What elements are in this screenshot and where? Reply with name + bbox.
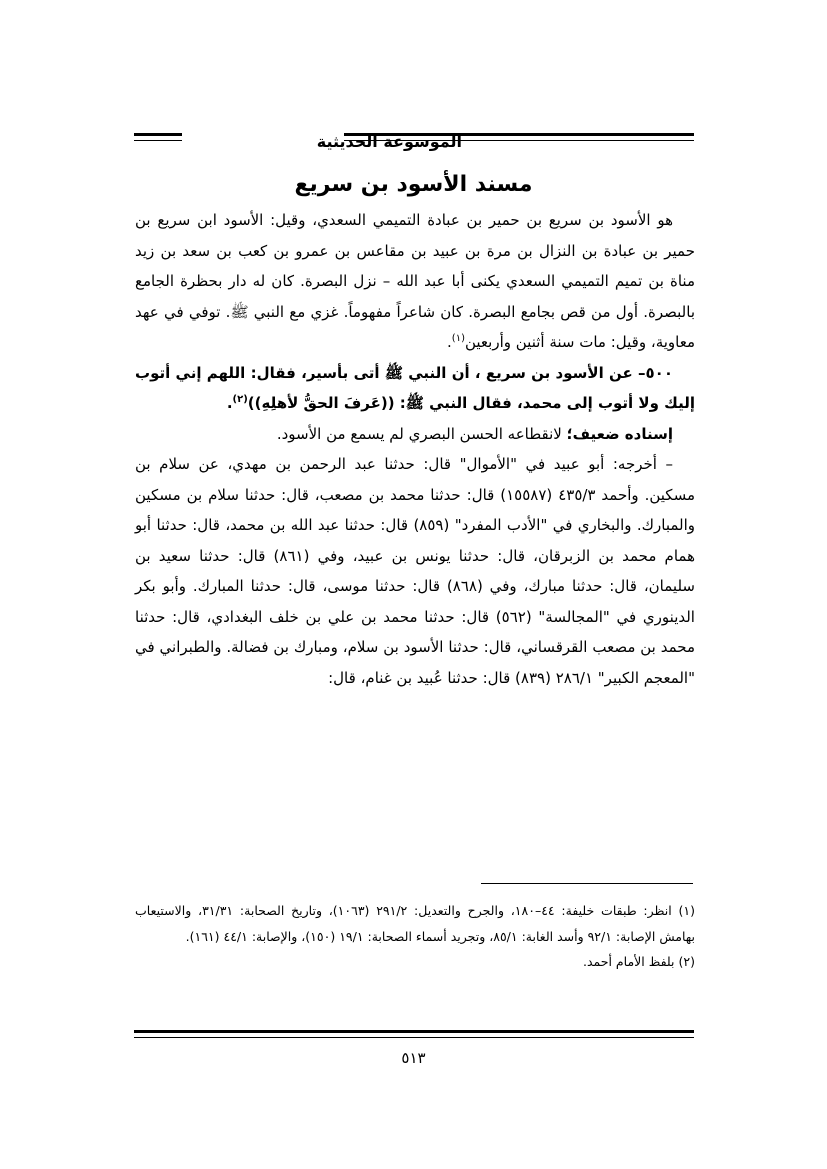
footnote-1: (١) انظر: طبقات خليفة: ٤٤–١٨٠، والجرح والتعديل: ٢٩١/٢ (١٠٦٣)، وتاريخ الصحابة: ٣١/٣١، والاستيعاب بهامش الإصابة: ٩٢/١ وأسد الغابة: ٨٥/١، وتجريد أسماء الصحابة: ١٩/١ (١٥٠)، والإصابة: ٤٤/١ (١٦١).	[135, 903, 695, 944]
hadith-paragraph: ٥٠٠– عن الأسود بن سريع ، أن النبي ﷺ أتى بأسير، فقال: اللهم إني أتوب إليك ولا أتوب إلى محمد، فقال النبي ﷺ: ((عَرفَ الحقُّ لأهلِهِ))$^{(٢)}$.	[135, 363, 695, 412]
header-rule-left-top	[134, 133, 182, 136]
grading-label: إسناده ضعيف؛	[566, 424, 673, 443]
footer-rule-bottom	[134, 1037, 694, 1038]
footer-rule-top	[134, 1030, 694, 1033]
header-rule-left-bottom	[134, 140, 182, 141]
footnote-ref-2[interactable]: (٢)	[232, 394, 248, 405]
footnote-ref-1[interactable]: (١)	[451, 333, 465, 344]
biography-paragraph: هو الأسود بن سريع بن حمير بن عبادة التميمي السعدي، وقيل: الأسود ابن سريع بن حمير بن عبادة بن النزال بن مرة بن عبيد بن مقاعس بن عمرو بن كعب بن سعد بن زيد مناة بن تميم التميمي السعدي يكنى أبا عبد الله – نزل البصرة. كان له دار بحظرة الجامع بالبصرة. أول من قص بجامع البصرة. كان شاعراً مفهوماً. غزي مع النبي ﷺ. توفي في عهد معاوية، وقيل: مات سنة أثنين وأربعين$^{(١)}$.	[135, 211, 695, 351]
main-text	[135, 205, 695, 693]
footnotes	[135, 898, 695, 975]
page-number: ٥١٣	[401, 1049, 426, 1067]
footnote-2: (٢) بلفظ الأمام أحمد.	[582, 954, 695, 969]
footnote-separator	[481, 883, 693, 884]
takhrij-paragraph: – أخرجه: أبو عبيد في "الأموال" قال: حدثنا عبد الرحمن بن مهدي، عن سلام بن مسكين. وأحمد ٤٣٥/٣ (١٥٥٨٧) قال: حدثنا محمد بن مصعب، قال: حدثنا سلام بن مسكين والمبارك. والبخاري في "الأدب المفرد" (٨٥٩) قال: حدثنا عبد الله بن محمد، قال: حدثنا أبو همام محمد بن الزبرقان، قال: حدثنا يونس بن عبيد، وفي (٨٦١) قال: حدثنا سعيد بن سليمان، قال: حدثنا مبارك، وفي (٨٦٨) قال: حدثنا موسى، قال: حدثنا المبارك. وأبو بكر الدينوري في "المجالسة" (٥٦٢) قال: حدثنا محمد بن علي بن خلف البغدادي، قال: حدثنا محمد بن مصعب القرقساني، قال: حدثنا الأسود بن سلام، ومبارك بن فضالة. والطبراني في "المعجم الكبير" ٢٨٦/١ (٨٣٩) قال: حدثنا عُبيد بن غنام، قال:	[135, 455, 695, 687]
running-title: الموسوعة الحديثية	[316, 132, 462, 151]
grading-paragraph: إسناده ضعيف؛ لانقطاعه الحسن البصري لم يسمع من الأسود.	[276, 424, 673, 443]
chapter-title: مسند الأسود بن سريع	[294, 172, 533, 197]
